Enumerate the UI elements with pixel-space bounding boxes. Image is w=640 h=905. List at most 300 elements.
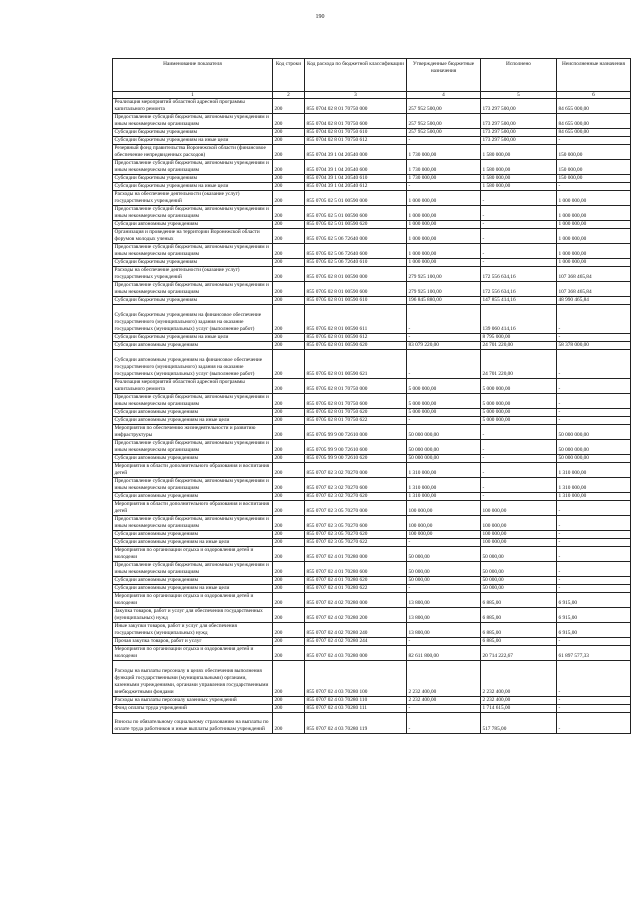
row-unexecuted: 50 000 000,00 [557,454,631,462]
row-name: Субсидии автономным учреждениям [113,530,273,538]
row-unexecuted: - [557,183,631,191]
row-code: 200 [273,584,305,592]
row-approved: 50 000 000,00 [407,454,481,462]
row-approved: - [407,333,481,341]
table-row [113,576,631,584]
row-name: Мероприятия в области дополнительного образования и воспитания детей [113,462,273,477]
row-classification: 855 0705 02 5 06 72640 000 [305,229,407,244]
row-unexecuted: - [557,696,631,704]
row-classification: 855 0705 02 8 01 00590 000 [305,267,407,282]
table-row [113,439,631,454]
table-row [113,561,631,576]
row-classification: 855 0704 02 8 01 70750 000 [305,99,407,114]
table-row [113,175,631,183]
row-approved: - [407,183,481,191]
row-name: Субсидии автономным учреждениям на финансовое обеспечение государственного (муниципального) задания на оказание государственных (муниципальных) услуг (выполнение работ) [113,349,273,378]
table-row [113,191,631,206]
row-classification: 855 0707 02 4 03 70280 110 [305,696,407,704]
row-executed: 2 232 400,00 [481,660,557,696]
table-row [113,660,631,696]
row-unexecuted: 1 310 000,00 [557,492,631,500]
row-approved: 13 800,00 [407,607,481,622]
row-unexecuted: 150 000,00 [557,175,631,183]
row-unexecuted: 1 000 000,00 [557,206,631,221]
row-executed: 6 885,00 [481,637,557,645]
row-approved: - [407,637,481,645]
row-name: Мероприятия по обеспечению жизнедеятельности и развитию инфраструктуры [113,424,273,439]
row-classification: 855 0707 02 4 01 70280 622 [305,584,407,592]
row-name: Субсидии бюджетным учреждениям на финансовое обеспечение государственного (муниципального) задания на оказание государственных (муниципальных) услуг (выполнение работ) [113,305,273,334]
row-classification: 855 0707 02 4 02 70280 000 [305,592,407,607]
row-name: Субсидии автономным учреждениям [113,454,273,462]
row-approved: 196 845 880,00 [407,297,481,305]
row-executed: - [481,454,557,462]
row-unexecuted: 50 000 000,00 [557,439,631,454]
table-row [113,500,631,515]
row-classification: 855 0705 02 5 01 00590 000 [305,191,407,206]
row-classification: 855 0704 39 1 04 20540 610 [305,175,407,183]
row-unexecuted: 1 000 000,00 [557,259,631,267]
row-code: 200 [273,145,305,160]
row-name: Предоставление субсидий бюджетным, автономным учреждениям и иным некоммерческим организациям [113,477,273,492]
row-executed: 20 714 222,67 [481,645,557,660]
row-code: 200 [273,424,305,439]
row-approved: 1 000 000,00 [407,221,481,229]
row-code: 200 [273,305,305,334]
row-classification: 855 0705 02 5 01 00590 620 [305,221,407,229]
row-code: 200 [273,244,305,259]
row-classification: 855 0707 02 3 05 70270 620 [305,530,407,538]
row-classification: 855 0707 02 3 05 70270 622 [305,538,407,546]
row-approved: 50 000,00 [407,546,481,561]
header-classification: Код расхода по бюджетной классификации [305,59,407,92]
row-code: 200 [273,462,305,477]
table-row [113,712,631,734]
row-classification: 855 0705 02 8 01 70750 622 [305,416,407,424]
row-approved: 279 925 100,00 [407,267,481,282]
row-name: Предоставление субсидий бюджетным, автономным учреждениям и иным некоммерческим организациям [113,561,273,576]
row-name: Взносы по обязательному социальному страхованию на выплаты по оплате труда работников и иные выплаты работникам учреждений [113,712,273,734]
row-approved: 1 310 000,00 [407,492,481,500]
row-code: 200 [273,546,305,561]
row-classification: 855 0707 02 3 02 70270 620 [305,492,407,500]
row-code: 200 [273,297,305,305]
table-row [113,530,631,538]
row-executed: - [481,229,557,244]
table-header-row [113,59,631,92]
row-code: 200 [273,622,305,637]
row-code: 200 [273,660,305,696]
row-name: Предоставление субсидий бюджетным, автономным учреждениям и иным некоммерческим организациям [113,439,273,454]
table-row [113,244,631,259]
row-approved: 13 800,00 [407,592,481,607]
row-approved: 82 611 800,00 [407,645,481,660]
row-unexecuted: 6 915,00 [557,592,631,607]
row-classification: 855 0707 02 3 02 70270 600 [305,477,407,492]
row-executed: 2 232 400,00 [481,696,557,704]
row-code: 200 [273,183,305,191]
table-row [113,114,631,129]
row-unexecuted: 1 310 000,00 [557,462,631,477]
row-executed: - [481,492,557,500]
row-executed: - [481,462,557,477]
row-approved: 50 000,00 [407,561,481,576]
table-row [113,546,631,561]
row-unexecuted: 84 655 000,00 [557,129,631,137]
row-code: 200 [273,500,305,515]
row-code: 200 [273,454,305,462]
row-code: 200 [273,259,305,267]
row-name: Предоставление субсидий бюджетным, автономным учреждениям и иным некоммерческим организациям [113,160,273,175]
row-unexecuted: - [557,378,631,393]
row-unexecuted: 1 000 000,00 [557,221,631,229]
row-approved: 50 000 000,00 [407,439,481,454]
row-code: 200 [273,378,305,393]
row-classification: 855 0704 39 1 04 20540 612 [305,183,407,191]
row-name: Субсидии автономным учреждениям [113,341,273,349]
row-classification: 855 0705 02 8 01 00590 621 [305,349,407,378]
row-code: 200 [273,696,305,704]
row-classification: 855 0705 02 5 06 72640 610 [305,259,407,267]
table-row [113,378,631,393]
row-classification: 855 0707 02 4 03 70280 000 [305,645,407,660]
row-unexecuted: - [557,530,631,538]
column-number: 1 [113,92,273,99]
row-unexecuted: - [557,704,631,712]
row-name: Субсидии автономным учреждениям [113,576,273,584]
row-executed: 24 701 220,00 [481,349,557,378]
row-approved: 83 079 220,00 [407,341,481,349]
row-name: Расходы на обеспечение деятельности (оказание услуг) государственных учреждений [113,191,273,206]
row-code: 200 [273,538,305,546]
row-classification: 855 0705 02 8 01 70750 600 [305,393,407,408]
row-unexecuted: - [557,546,631,561]
row-name: Субсидии автономным учреждениям на иные цели [113,538,273,546]
row-name: Предоставление субсидий бюджетным, автономным учреждениям и иным некоммерческим организациям [113,282,273,297]
row-approved: 13 800,00 [407,622,481,637]
row-approved: - [407,137,481,145]
row-name: Расходы на обеспечение деятельности (оказание услуг) государственных учреждений [113,267,273,282]
row-code: 200 [273,416,305,424]
row-approved: - [407,416,481,424]
row-approved: 1 730 000,00 [407,145,481,160]
row-name: Субсидии автономным учреждениям [113,408,273,416]
row-approved: 257 952 500,00 [407,114,481,129]
table-row [113,145,631,160]
row-classification: 855 0707 02 4 01 70280 600 [305,561,407,576]
row-approved: 5 000 000,00 [407,378,481,393]
row-classification: 855 0707 02 4 03 70280 111 [305,704,407,712]
row-code: 200 [273,645,305,660]
row-code: 200 [273,439,305,454]
row-classification: 855 0705 99 9 00 72610 600 [305,439,407,454]
row-executed: 50 000,00 [481,561,557,576]
row-code: 200 [273,191,305,206]
row-classification: 855 0704 02 8 01 70750 610 [305,129,407,137]
row-unexecuted: - [557,137,631,145]
row-name: Субсидии бюджетным учреждениям [113,175,273,183]
row-name: Предоставление субсидий бюджетным, автономным учреждениям и иным некоммерческим организациям [113,244,273,259]
table-row [113,696,631,704]
table-row [113,515,631,530]
row-name: Субсидии автономным учреждениям [113,221,273,229]
row-code: 200 [273,477,305,492]
row-approved: 100 000,00 [407,530,481,538]
row-unexecuted: - [557,584,631,592]
row-unexecuted: - [557,408,631,416]
row-executed: 100 000,00 [481,515,557,530]
row-code: 200 [273,229,305,244]
table-row [113,99,631,114]
row-approved: 2 232 400,00 [407,660,481,696]
row-executed: 5 000 000,00 [481,416,557,424]
header-unexecuted: Неисполненные назначения [557,59,631,92]
row-name: Субсидии автономным учреждениям на иные цели [113,584,273,592]
budget-execution-table [112,58,631,734]
row-executed: 24 701 220,00 [481,341,557,349]
row-name: Закупка товаров, работ и услуг для обеспечения государственных (муниципальных) нужд [113,607,273,622]
row-executed: 172 556 634,16 [481,267,557,282]
row-executed: 1 580 000,00 [481,145,557,160]
row-name: Субсидии автономным учреждениям [113,492,273,500]
table-row [113,229,631,244]
row-executed: 172 556 634,16 [481,282,557,297]
row-code: 200 [273,282,305,297]
row-unexecuted: - [557,416,631,424]
row-name: Резервный фонд правительства Воронежской области (финансовое обеспечение непредвиденных расходов) [113,145,273,160]
page-number: 190 [315,14,325,20]
row-code: 200 [273,492,305,500]
table-row [113,183,631,191]
row-name: Предоставление субсидий бюджетным, автономным учреждениям и иным некоммерческим организациям [113,515,273,530]
row-approved: 1 310 000,00 [407,462,481,477]
row-unexecuted: 1 000 000,00 [557,244,631,259]
row-code: 200 [273,267,305,282]
row-approved: 1 000 000,00 [407,229,481,244]
table-row [113,645,631,660]
row-approved: 5 000 000,00 [407,393,481,408]
row-approved: 100 000,00 [407,500,481,515]
row-code: 200 [273,160,305,175]
row-classification: 855 0705 02 8 01 70750 620 [305,408,407,416]
row-unexecuted: - [557,660,631,696]
row-executed: 100 000,00 [481,538,557,546]
row-approved: 257 952 500,00 [407,129,481,137]
row-code: 200 [273,408,305,416]
row-classification: 855 0707 02 4 01 70280 000 [305,546,407,561]
column-number: 6 [557,92,631,99]
row-executed: 517 785,00 [481,712,557,734]
row-classification: 855 0704 39 1 04 20540 000 [305,145,407,160]
table-row [113,393,631,408]
row-executed: 173 297 500,00 [481,114,557,129]
row-executed: - [481,206,557,221]
table-body [113,99,631,734]
row-unexecuted: 84 655 000,00 [557,99,631,114]
row-classification: 855 0704 02 8 01 70750 600 [305,114,407,129]
row-unexecuted: - [557,333,631,341]
row-classification: 855 0704 02 8 01 70750 612 [305,137,407,145]
row-name: Иные закупки товаров, работ и услуг для обеспечения государственных (муниципальных) нужд [113,622,273,637]
column-number: 3 [305,92,407,99]
row-executed: - [481,259,557,267]
table-row [113,297,631,305]
row-classification: 855 0705 02 5 01 00590 600 [305,206,407,221]
row-approved: - [407,305,481,334]
row-executed: 1 580 000,00 [481,160,557,175]
table-row [113,137,631,145]
row-executed: 1 580 000,00 [481,183,557,191]
row-unexecuted: - [557,538,631,546]
row-name: Предоставление субсидий бюджетным, автономным учреждениям и иным некоммерческим организациям [113,206,273,221]
row-name: Предоставление субсидий бюджетным, автономным учреждениям и иным некоммерческим организациям [113,393,273,408]
table-row [113,305,631,334]
column-number: 2 [273,92,305,99]
row-code: 200 [273,637,305,645]
row-approved: - [407,712,481,734]
row-executed: 5 000 000,00 [481,378,557,393]
row-executed: 100 000,00 [481,500,557,515]
row-name: Реализация мероприятий областной адресной программы капитального ремонта [113,99,273,114]
header-executed: Исполнено [481,59,557,92]
row-code: 200 [273,515,305,530]
table-row [113,538,631,546]
row-unexecuted: 6 915,00 [557,607,631,622]
row-code: 200 [273,349,305,378]
table-row [113,282,631,297]
table-row [113,592,631,607]
row-code: 200 [273,114,305,129]
row-executed: 6 885,00 [481,607,557,622]
table-row [113,129,631,137]
table-row [113,704,631,712]
row-executed: 50 000,00 [481,546,557,561]
row-approved: - [407,349,481,378]
row-unexecuted: 50 000 000,00 [557,424,631,439]
row-code: 200 [273,530,305,538]
row-classification: 855 0705 02 8 01 00590 610 [305,297,407,305]
row-executed: 50 000,00 [481,576,557,584]
row-code: 200 [273,341,305,349]
row-classification: 855 0707 02 4 02 70280 240 [305,622,407,637]
row-executed: 173 297 500,00 [481,129,557,137]
row-executed: 6 885,00 [481,622,557,637]
row-name: Субсидии бюджетным учреждениям [113,129,273,137]
row-name: Мероприятия в области дополнительного образования и воспитания детей [113,500,273,515]
row-classification: 855 0705 02 8 01 00590 600 [305,282,407,297]
row-executed: - [481,221,557,229]
row-unexecuted: - [557,576,631,584]
table-row [113,408,631,416]
row-unexecuted: 6 915,00 [557,622,631,637]
row-name: Субсидии бюджетным учреждениям на иные цели [113,333,273,341]
row-executed: 1 714 615,00 [481,704,557,712]
row-unexecuted: 1 310 000,00 [557,477,631,492]
header-name: Наименование показателя [113,59,273,92]
row-approved: 1 000 000,00 [407,259,481,267]
row-classification: 855 0705 02 8 01 00590 620 [305,341,407,349]
row-name: Предоставление субсидий бюджетным, автономным учреждениям и иным некоммерческим организациям [113,114,273,129]
table-row [113,492,631,500]
row-unexecuted: 1 000 000,00 [557,191,631,206]
row-unexecuted: - [557,712,631,734]
row-name: Фонд оплаты труда учреждений [113,704,273,712]
row-classification: 855 0705 02 8 01 00590 612 [305,333,407,341]
row-unexecuted: - [557,637,631,645]
row-approved: - [407,538,481,546]
row-executed: - [481,424,557,439]
row-code: 200 [273,206,305,221]
row-unexecuted: 61 897 577,33 [557,645,631,660]
row-classification: 855 0707 02 3 02 70270 000 [305,462,407,477]
table-row [113,160,631,175]
row-approved: 5 000 000,00 [407,408,481,416]
row-classification: 855 0705 02 5 06 72640 600 [305,244,407,259]
row-code: 200 [273,712,305,734]
row-approved: 1 000 000,00 [407,191,481,206]
table-row [113,341,631,349]
row-classification: 855 0705 02 8 01 70750 000 [305,378,407,393]
table-row [113,424,631,439]
row-executed: 173 297 500,00 [481,99,557,114]
row-name: Реализация мероприятий областной адресной программы капитального ремонта [113,378,273,393]
row-name: Расходы на выплаты персоналу казенных учреждений [113,696,273,704]
table-row [113,584,631,592]
row-code: 200 [273,333,305,341]
table-row [113,333,631,341]
row-approved: 50 000 000,00 [407,424,481,439]
row-code: 200 [273,607,305,622]
row-unexecuted: - [557,349,631,378]
row-unexecuted: - [557,561,631,576]
row-unexecuted: 84 655 000,00 [557,114,631,129]
table-row [113,206,631,221]
row-classification: 855 0707 02 4 02 70280 244 [305,637,407,645]
row-approved: 1 000 000,00 [407,206,481,221]
row-name: Субсидии бюджетным учреждениям на иные цели [113,183,273,191]
header-code: Код строки [273,59,305,92]
row-approved: 257 952 500,00 [407,99,481,114]
row-executed: - [481,477,557,492]
row-approved: 1 730 000,00 [407,175,481,183]
row-approved: - [407,584,481,592]
row-executed: 147 855 414,16 [481,297,557,305]
row-executed: - [481,191,557,206]
header-approved: Утвержденные бюджетные назначения [407,59,481,92]
row-unexecuted: 150 000,00 [557,160,631,175]
row-classification: 855 0705 99 9 00 72610 000 [305,424,407,439]
row-unexecuted: - [557,393,631,408]
table-row [113,462,631,477]
row-name: Мероприятия по организации отдыха и оздоровления детей и молодежи [113,592,273,607]
row-executed: 1 580 000,00 [481,175,557,183]
row-code: 200 [273,561,305,576]
row-classification: 855 0707 02 4 02 70280 200 [305,607,407,622]
row-executed: 5 000 000,00 [481,393,557,408]
table-row [113,477,631,492]
table-row [113,349,631,378]
row-approved: 1 000 000,00 [407,244,481,259]
row-unexecuted: 58 378 000,00 [557,341,631,349]
row-name: Субсидии автономным учреждениям на иные цели [113,416,273,424]
row-executed: 8 795 000,00 [481,333,557,341]
row-classification: 855 0707 02 3 05 70270 000 [305,500,407,515]
row-executed: - [481,244,557,259]
row-name: Мероприятия по организации отдыха и оздоровления детей и молодежи [113,645,273,660]
row-approved: - [407,704,481,712]
row-name: Мероприятия по организации отдыха и оздоровления детей и молодежи [113,546,273,561]
row-approved: 279 925 100,00 [407,282,481,297]
